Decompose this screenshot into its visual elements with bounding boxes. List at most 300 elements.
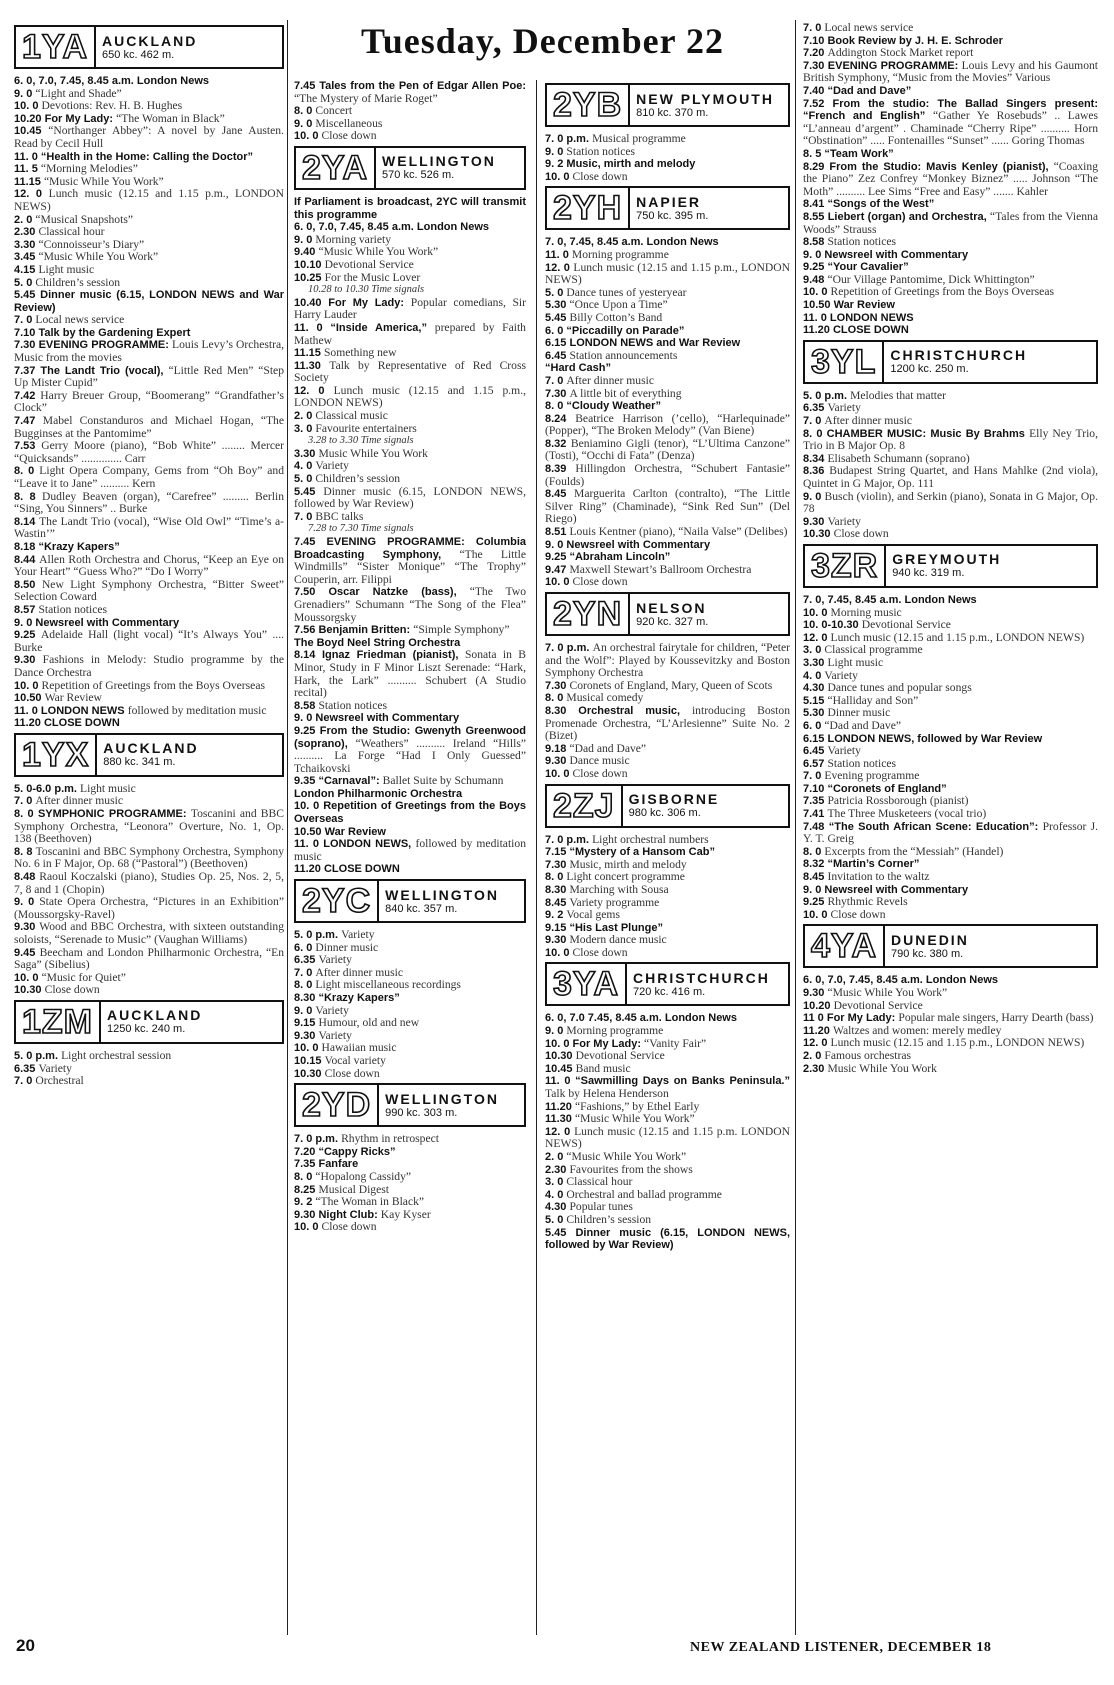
station-city: CHRISTCHURCH: [890, 347, 1028, 364]
entry-time: 11. 0: [294, 321, 331, 334]
entry-description: “Northanger Abbey”: A novel by Jane Austen. Read by Cecil Hull: [14, 124, 284, 150]
entry-time: 11.20: [803, 1024, 833, 1037]
programme-entry: [14, 947, 284, 972]
programme-entry: [803, 211, 1098, 236]
station-call-sign: 2YN: [553, 595, 623, 633]
entry-time: 5.30: [803, 707, 828, 720]
entry-description: Dudley Beaven (organ), “Carefree” ......... Berlin “Sing, You Sinners” .. Burke: [14, 489, 284, 516]
entry-description: Ballet Suite by Schumann: [382, 774, 504, 788]
programme-entry: [14, 188, 284, 213]
entry-time: 8.58: [803, 236, 828, 249]
programme-entry: [294, 130, 526, 143]
entry-description: Dance music: [569, 754, 630, 768]
entry-time: 8.44: [14, 553, 40, 566]
entry-description: Musical Digest: [318, 1182, 389, 1196]
entry-time: 7.48: [803, 820, 829, 833]
entry-description: Lunch music (12.15 and 1.15 p.m., LONDON NEWS): [830, 1036, 1085, 1050]
station-banner: [545, 962, 790, 1006]
entry-description: Musical comedy: [566, 691, 644, 705]
entry-time: 7.10: [803, 34, 828, 47]
entry-time: 4.30: [803, 682, 828, 695]
entry-description: Light orchestral numbers: [592, 832, 709, 846]
entry-time: 8. 0: [294, 105, 316, 118]
entry-time: 6.45: [803, 745, 828, 758]
entry-time: 8.14: [294, 649, 322, 662]
entry-time: 9.40: [294, 246, 319, 259]
entry-description: Close down: [572, 945, 628, 959]
entry-time: 6. 0: [545, 324, 567, 337]
programme-entry: [14, 846, 284, 871]
programme-entry: [545, 171, 790, 184]
entry-title: War Review: [324, 825, 386, 838]
entry-description: London News: [664, 1012, 737, 1025]
entry-time: 7.52: [803, 97, 833, 110]
entry-time: 9. 0: [803, 490, 825, 503]
entry-title: Newsreel with Commentary: [824, 248, 969, 261]
programme-entry: [294, 788, 526, 801]
programme-entry: [14, 365, 284, 390]
entry-description: “Fashions,” by Ethel Early: [574, 1099, 700, 1113]
entry-time: 12. 0: [14, 188, 49, 201]
station-city: NELSON: [636, 599, 707, 616]
entry-time: 8. 0: [294, 979, 316, 992]
entry-description: Station notices: [38, 602, 108, 616]
entry-time: 10. 0: [545, 1037, 573, 1050]
entry-time: 8.41: [803, 198, 828, 211]
entry-description: Classical hour: [566, 1175, 633, 1189]
entry-description: “Musical Snapshots”: [35, 212, 133, 226]
programme-entry: [545, 526, 790, 539]
entry-description: Variety programme: [569, 895, 660, 909]
entry-time: 4.15: [14, 263, 39, 276]
station-frequency: 790 kc. 380 m.: [891, 947, 964, 960]
programme-entry: [294, 712, 526, 725]
programme-entry: [14, 390, 284, 415]
entry-time: 8.32: [803, 858, 828, 871]
entry-time: 9. 0: [14, 896, 40, 909]
entry-title: Book Review by J. H. E. Schroder: [827, 34, 1003, 47]
entry-description: Rhythmic Revels: [827, 895, 908, 909]
entry-title: LONDON NEWS: [40, 704, 128, 717]
entry-description: Variety: [315, 1003, 349, 1017]
entry-description: Devotional Service: [324, 257, 414, 271]
entry-description: Addington Stock Market report: [827, 46, 974, 60]
entry-time: 3.30: [294, 447, 319, 460]
entry-time: 7. 0, 7.45, 8.45 a.m.: [545, 236, 647, 249]
programme-entry: [294, 800, 526, 825]
entry-time: 10. 0: [545, 170, 573, 183]
entry-description: Toscanini and BBC Symphony Orchestra, “Leonora” Overture, No. 1, Op. 138 (Beethoven): [14, 807, 284, 846]
station-frequency: 920 kc. 327 m.: [636, 615, 709, 628]
entry-time: 11.20: [294, 863, 324, 876]
programme-entry: [803, 161, 1098, 199]
station-banner: [803, 924, 1098, 968]
entry-time: 9. 0: [294, 117, 316, 130]
entry-time: 9. 0: [545, 145, 567, 158]
entry-description: Light orchestral session: [61, 1048, 172, 1062]
entry-description: “The Two Grenadiers” Schumann “The Song of the Flea” Moussorgsky: [294, 585, 526, 624]
entry-time: 11. 5: [14, 163, 41, 176]
programme-entry: [545, 413, 790, 438]
entry-time: 7. 0: [803, 415, 825, 428]
programme-entry: [545, 1214, 790, 1227]
entry-time: 7.15: [545, 846, 570, 859]
station-frequency: 720 kc. 416 m.: [633, 985, 706, 998]
station-call-sign: 1YA: [22, 28, 89, 66]
entry-time: 7.45: [294, 536, 327, 548]
programme-entry: [545, 388, 790, 401]
entry-description: Raoul Koczalski (piano), Studies Op. 25, Nos. 2, 5, 7, 8 and 1 (Chopin): [14, 870, 284, 896]
entry-description: Station notices: [827, 235, 897, 249]
entry-time: 8.34: [803, 452, 828, 465]
station-banner: [545, 186, 790, 230]
entry-time: 9.18: [545, 742, 570, 755]
entry-description: Repetition of Greetings from the Boys Overseas: [830, 285, 1054, 299]
station-frequency: 570 kc. 526 m.: [382, 169, 455, 182]
station-call-sign: 1ZM: [22, 1002, 93, 1041]
entry-description: Lunch music (12.15 and 1.15 p.m. LONDON NEWS): [545, 1124, 790, 1151]
programme-entry: [803, 286, 1098, 299]
entry-description: Mabel Constanduros and Michael Hogan, “The Bugginses at the Pantomime”: [14, 414, 284, 440]
entry-time: 10. 0: [545, 576, 573, 589]
entry-time: 11. 0: [14, 150, 41, 163]
station-city: CHRISTCHURCH: [633, 969, 770, 986]
station-city: WELLINGTON: [385, 1090, 499, 1107]
entry-time: 8. 0: [545, 692, 567, 705]
programme-entry: [545, 146, 790, 159]
entry-time: 11. 0: [545, 248, 572, 261]
programme-entry: [545, 350, 790, 363]
entry-time: 9.25: [14, 629, 41, 642]
entry-description: Something new: [323, 346, 397, 360]
entry-description: “Little Red Men” “Step Up Mister Cupid”: [14, 363, 284, 390]
entry-time: 9.30: [803, 987, 828, 999]
station-city: NEW PLYMOUTH: [636, 90, 774, 107]
entry-time: 5. 0: [545, 1213, 567, 1226]
programme-entry: [545, 768, 790, 781]
entry-time: 8. 0: [545, 871, 567, 884]
programme-entry: [294, 196, 526, 221]
station-banner: [14, 733, 284, 777]
programme-entry: [14, 491, 284, 516]
entry-title: CLOSE DOWN: [43, 717, 120, 730]
entry-description: Variety: [827, 744, 861, 758]
programme-entry: [14, 339, 284, 364]
entry-time: 10.20: [803, 999, 834, 1012]
entry-time: 8. 0: [803, 845, 825, 858]
entry-time: 10. 0: [803, 908, 831, 921]
programme-entry: [803, 324, 1098, 337]
entry-description: Vocal variety: [324, 1053, 386, 1067]
entry-time: 9.45: [14, 946, 40, 959]
entry-title: “Krazy Kapers”: [38, 540, 120, 553]
entry-description: Classical programme: [824, 643, 923, 657]
entry-description: “Hopalong Cassidy”: [315, 1169, 412, 1183]
entry-time: 9.25: [803, 896, 828, 909]
entry-time: 10. 0: [545, 946, 573, 959]
programme-entry: [14, 125, 284, 150]
entry-time: 12. 0: [294, 384, 334, 397]
entry-title: “Team Work”: [824, 147, 894, 160]
entry-time: 10. 0: [294, 800, 324, 813]
station-banner: [545, 784, 790, 828]
programme-entry: [14, 705, 284, 718]
programme-entry: [294, 272, 526, 285]
time-signal-note: 7.28 to 7.30 Time signals: [308, 523, 414, 535]
entry-time: 8.30: [545, 704, 579, 717]
programme-entry: [14, 629, 284, 654]
station-banner: [294, 146, 526, 190]
entry-time: 5. 0: [294, 473, 316, 486]
entry-description: Kay Kyser: [380, 1207, 431, 1221]
entry-time: 10.50: [803, 299, 834, 312]
entry-description: Children’s session: [315, 472, 401, 486]
entry-description: The Landt Trio (vocal), “Wise Old Owl” “Time’s a-Wastin’”: [14, 514, 284, 541]
entry-time: 11.20: [803, 324, 833, 337]
entry-time: 4. 0: [545, 1188, 567, 1201]
programme-entry: [294, 1221, 526, 1234]
station-call-sign: 1YX: [22, 735, 90, 774]
entry-description: War Review: [44, 691, 102, 705]
entry-description: Lunch music (12.15 and 1.15 p.m., LONDON NEWS): [14, 187, 284, 213]
entry-time: 10.45: [14, 125, 49, 138]
entry-time: 7.20: [294, 1145, 319, 1158]
entry-description: “The Woman in Black”: [116, 111, 225, 125]
entry-time: 9. 0: [14, 87, 36, 100]
entry-description: “Music While You Work”: [38, 250, 159, 264]
entry-description: Variety: [827, 514, 861, 528]
entry-description: Budapest String Quartet, and Hans Mahlke (2nd viola), Quintet in G Major, Op. 111: [803, 464, 1098, 490]
station-city: AUCKLAND: [103, 740, 199, 757]
station-call-sign: 2YH: [553, 189, 623, 228]
entry-time: 12. 0: [545, 261, 574, 274]
entry-description: Devotional Service: [575, 1049, 665, 1063]
programme-entry: [294, 1133, 526, 1146]
entry-title: For My Lady:: [44, 112, 117, 125]
programme-entry: [14, 440, 284, 465]
entry-time: 9. 0: [294, 233, 316, 246]
entry-time: 7.35: [294, 1158, 319, 1171]
column-3: [545, 80, 790, 1640]
entry-time: 8. 0: [545, 400, 567, 413]
programme-entry: [803, 528, 1098, 541]
entry-description: Close down: [44, 983, 100, 997]
entry-description: “Music While You Work”: [318, 245, 439, 259]
entry-title: “Mystery of a Hansom Cab”: [569, 846, 715, 859]
programme-entry: [14, 465, 284, 490]
entry-title: Dinner music (6.15, LONDON NEWS and War Review): [14, 289, 284, 314]
programme-entry: [294, 1068, 526, 1081]
station-banner: [14, 25, 284, 69]
station-banner: [294, 1083, 526, 1127]
entry-description: “The Woman in Black”: [315, 1195, 425, 1209]
entry-time: 8. 0: [803, 427, 827, 440]
entry-description: Evening programme: [824, 769, 920, 783]
entry-time: 8. 0: [14, 808, 38, 821]
column-2: [294, 80, 526, 1640]
entry-description: After dinner music: [566, 373, 654, 387]
entry-description: “Light and Shade”: [35, 86, 122, 100]
station-call-sign: 2YC: [302, 882, 372, 921]
entry-description: Louis Levy’s Orchestra, Music from the movies: [14, 338, 284, 365]
programme-entry: [294, 624, 526, 637]
entry-time: 7.53: [14, 440, 42, 453]
entry-time: 8.58: [294, 699, 319, 712]
entry-description: Coronets of England, Mary, Queen of Scots: [569, 678, 773, 692]
entry-time: 6.45: [545, 349, 570, 362]
programme-entry: [803, 85, 1098, 98]
entry-description: London News: [925, 974, 999, 987]
programme-entry: [803, 312, 1098, 325]
programme-entry: [14, 717, 284, 730]
entry-title: “Martin’s Corner”: [827, 858, 920, 871]
entry-title: Night Club:: [318, 1208, 381, 1221]
entry-time: 10.30: [294, 1067, 325, 1080]
entry-description: Dinner music: [315, 940, 379, 954]
column-rule: [536, 80, 537, 1635]
station-banner: [294, 879, 526, 923]
entry-title: “Songs of the West”: [827, 198, 935, 211]
entry-description: After dinner music: [35, 794, 123, 808]
entry-description: Light music: [38, 262, 95, 276]
entry-title: EVENING PROGRAMME:: [827, 59, 962, 72]
entry-time: 6.57: [803, 757, 828, 770]
entry-description: “Our Village Pantomime, Dick Whittington”: [827, 272, 1035, 286]
entry-description: Repetition of Greetings from the Boys Overseas: [41, 678, 265, 692]
programme-entry: [545, 488, 790, 526]
entry-time: 7. 0 p.m.: [545, 833, 593, 846]
entry-description: Lunch music (12.15 and 1.15 p.m., LONDON NEWS): [545, 260, 790, 287]
station-city: AUCKLAND: [102, 32, 198, 49]
entry-description: London News: [416, 221, 490, 234]
entry-description: Louis Levy and his Gaumont British Symphony, “Music from the Movies” Various: [803, 58, 1098, 85]
entry-description: Marching with Sousa: [569, 882, 669, 896]
entry-time: 7. 0: [294, 966, 316, 979]
entry-description: An orchestral fairytale for children, “Peter and the Wolf”: Played by Koussevitzky and Boston Symphony Orchestra: [545, 641, 790, 680]
entry-time: 7.40: [803, 84, 828, 97]
entry-time: 5. 0: [14, 276, 36, 289]
entry-time: 2. 0: [545, 1151, 567, 1163]
entry-time: 6. 0, 7.0, 7.45, 8.45 a.m.: [803, 974, 926, 987]
programme-entry: [803, 98, 1098, 148]
entry-time: 5. 0-6.0 p.m.: [14, 782, 81, 795]
entry-description: Variety: [318, 953, 352, 967]
station-call-sign: 3ZR: [811, 546, 879, 585]
entry-title: “Cloudy Weather”: [566, 400, 661, 413]
entry-description: Wood and BBC Orchestra, with sixteen outstanding soloists, “Serenade to Music” (Vaughan Williams): [14, 920, 284, 946]
entry-description: Station announcements: [569, 348, 678, 362]
station-call-sign: 2YB: [553, 86, 623, 124]
entry-time: 10. 0: [545, 767, 573, 780]
entry-time: 4. 0: [294, 460, 316, 473]
entry-time: 9.25: [803, 261, 828, 274]
entry-time: 10.45: [545, 1062, 576, 1075]
entry-description: “Halliday and Son”: [827, 693, 919, 707]
entry-description: Favourite entertainers: [315, 421, 417, 435]
entry-description: Popular tunes: [569, 1200, 633, 1214]
entry-description: Humour, old and new: [318, 1016, 420, 1030]
entry-time: 7. 0 p.m.: [545, 133, 593, 145]
entry-description: Maxwell Stewart’s Ballroom Orchestra: [569, 562, 752, 576]
entry-time: 9.15: [294, 1017, 319, 1030]
entry-time: 5.45: [545, 311, 570, 324]
page-number: 20: [16, 1636, 35, 1655]
entry-description: “Connoisseur’s Diary”: [38, 237, 145, 251]
entry-time: 7.47: [14, 415, 43, 428]
entry-time: 10.50: [294, 825, 325, 838]
programme-entry: [803, 770, 1098, 783]
station-city: WELLINGTON: [382, 153, 496, 170]
entry-description: “Dad and Dave”: [569, 741, 647, 755]
entry-description: Close down: [830, 907, 886, 921]
entry-time: 11. 0: [14, 704, 41, 717]
programme-entry: [294, 775, 526, 788]
entry-time: 12. 0: [545, 1125, 575, 1138]
entry-time: 9. 0: [545, 1025, 567, 1038]
entry-time: 7.37: [14, 364, 41, 377]
entry-time: 10. 0: [14, 100, 42, 113]
entry-title: Talk by the Gardening Expert: [38, 326, 191, 339]
entry-time: 10. 0: [14, 679, 42, 692]
station-city: GISBORNE: [628, 791, 720, 808]
station-call-sign: 2YA: [302, 148, 369, 187]
entry-time: 9.30: [14, 654, 43, 667]
entry-description: “Gather Ye Rosebuds” .. Lawes “L’anneau d’argent” . Chaminade “Cherry Ripe” .......... Horn “Obstination” ..... Fontenailles “Sunset” ...... Goring Thomas: [803, 109, 1098, 148]
entry-description: Patricia Rossborough (pianist): [827, 794, 969, 808]
entry-time: 5. 0 p.m.: [294, 929, 342, 942]
entry-title: The Landt Trio (vocal),: [40, 364, 169, 377]
station-city: AUCKLAND: [107, 1007, 203, 1024]
entry-time: 9. 0: [14, 616, 36, 629]
entry-title: CLOSE DOWN: [323, 863, 400, 876]
entry-description: Melodies that matter: [850, 388, 947, 402]
entry-description: “Once Upon a Time”: [569, 298, 668, 312]
entry-time: 7. 0: [14, 314, 36, 327]
entry-description: followed by meditation music: [294, 837, 526, 863]
entry-time: 3.45: [14, 251, 39, 264]
entry-description: Children’s session: [566, 1212, 652, 1226]
entry-description: After dinner music: [824, 414, 912, 428]
programme-entry: [545, 642, 790, 680]
entry-description: Close down: [572, 766, 628, 780]
entry-time: 3. 0: [803, 644, 825, 657]
entry-description: Billy Cotton’s Band: [569, 310, 663, 324]
entry-description: Light miscellaneous recordings: [315, 978, 461, 992]
entry-description: Variety: [318, 1028, 352, 1042]
programme-entry: [803, 491, 1098, 516]
entry-time: 9.25: [545, 551, 570, 564]
column-rule: [795, 20, 796, 1635]
entry-description: Devotional Service: [833, 998, 923, 1012]
programme-entry: [294, 536, 526, 586]
entry-time: 7.30: [545, 858, 570, 871]
station-frequency: 840 kc. 357 m.: [385, 902, 458, 915]
station-frequency: 940 kc. 319 m.: [892, 567, 965, 580]
entry-title: “Inside America,”: [330, 321, 435, 334]
entry-description: Variety: [341, 928, 375, 942]
entry-title: “Coronets of England”: [827, 782, 947, 795]
entry-time: 8.29: [803, 160, 830, 173]
entry-time: 8.32: [545, 437, 571, 450]
entry-time: 10. 0: [803, 606, 831, 619]
programme-entry: [803, 1063, 1098, 1076]
entry-title: LONDON NEWS, followed by War Review: [827, 732, 1043, 745]
entry-description: Morning variety: [315, 232, 392, 246]
entry-time: 7.30: [14, 339, 39, 352]
entry-time: 9. 0: [294, 712, 316, 725]
entry-description: Elisabeth Schumann (soprano): [827, 451, 970, 465]
programme-entry: [294, 586, 526, 624]
